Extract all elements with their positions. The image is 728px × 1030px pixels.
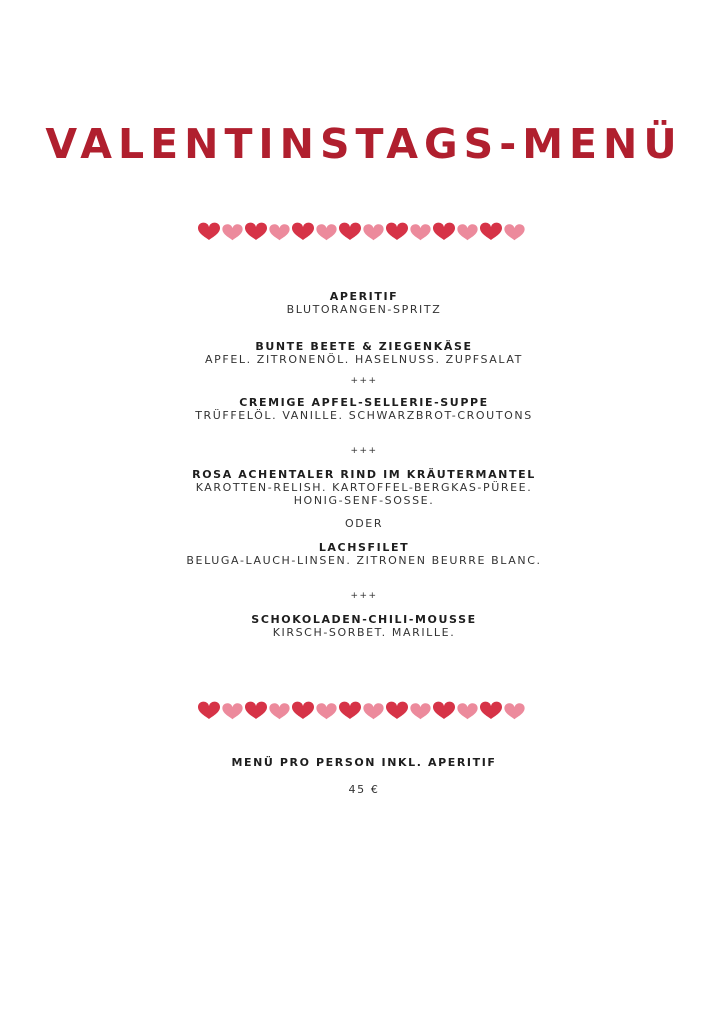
heart-icon: [316, 703, 336, 719]
heart-icon: [363, 224, 383, 240]
heart-icon: [269, 224, 289, 240]
course-separator: +++: [350, 591, 378, 601]
course-description: KAROTTEN-RELISH. KARTOFFEL-BERGKAS-PÜREE.: [195, 481, 533, 494]
price-label: MENÜ PRO PERSON INKL. APERITIF: [231, 756, 497, 769]
course-name: LACHSFILET: [318, 541, 410, 554]
course-starter: [0, 340, 728, 366]
heart-icon: [198, 702, 220, 719]
course-name: ROSA ACHENTALER RIND IM KRÄUTERMANTEL: [192, 468, 536, 481]
heart-icon: [339, 702, 361, 719]
heart-icon: [292, 702, 314, 719]
heart-row: [197, 220, 531, 242]
heart-divider-top: [197, 220, 531, 242]
course-description: HONIG-SENF-SOSSE.: [293, 494, 435, 507]
course-soup: [0, 396, 728, 422]
heart-icon: [457, 224, 477, 240]
price-value: 45 €: [348, 783, 380, 796]
heart-icon: [198, 223, 220, 240]
heart-icon: [222, 224, 242, 240]
course-main: [0, 468, 728, 507]
course-name: APERITIF: [329, 290, 399, 303]
heart-icon: [222, 703, 242, 719]
page-title: VALENTINSTAGS-MENÜ: [45, 120, 683, 168]
course-aperitif: [0, 290, 728, 316]
heart-icon: [480, 223, 502, 240]
heart-icon: [316, 224, 336, 240]
course-separator: +++: [350, 446, 378, 456]
heart-icon: [504, 703, 524, 719]
course-separator: +++: [350, 376, 378, 386]
heart-icon: [433, 223, 455, 240]
heart-icon: [339, 223, 361, 240]
heart-icon: [386, 702, 408, 719]
course-main-alternative: [0, 541, 728, 567]
heart-icon: [433, 702, 455, 719]
course-description: BLUTORANGEN-SPRITZ: [286, 303, 442, 316]
heart-icon: [292, 223, 314, 240]
course-name: SCHOKOLADEN-CHILI-MOUSSE: [251, 613, 477, 626]
alternative-label: ODER: [344, 517, 384, 530]
heart-icon: [245, 702, 267, 719]
course-name: CREMIGE APFEL-SELLERIE-SUPPE: [239, 396, 489, 409]
heart-icon: [363, 703, 383, 719]
course-dessert: [0, 613, 728, 639]
heart-icon: [457, 703, 477, 719]
heart-icon: [410, 224, 430, 240]
heart-icon: [245, 223, 267, 240]
course-description: APFEL. ZITRONENÖL. HASELNUSS. ZUPFSALAT: [205, 353, 523, 366]
heart-icon: [269, 703, 289, 719]
heart-row: [197, 699, 531, 721]
course-description: BELUGA-LAUCH-LINSEN. ZITRONEN BEURRE BLANC.: [186, 554, 542, 567]
menu-list: [0, 290, 728, 639]
course-name: BUNTE BEETE & ZIEGENKÄSE: [255, 340, 473, 353]
course-description: KIRSCH-SORBET. MARILLE.: [272, 626, 456, 639]
heart-icon: [504, 224, 524, 240]
heart-icon: [386, 223, 408, 240]
heart-divider-bottom: [197, 699, 531, 721]
heart-icon: [410, 703, 430, 719]
course-description: TRÜFFELÖL. VANILLE. SCHWARZBROT-CROUTONS: [195, 409, 533, 422]
heart-icon: [480, 702, 502, 719]
